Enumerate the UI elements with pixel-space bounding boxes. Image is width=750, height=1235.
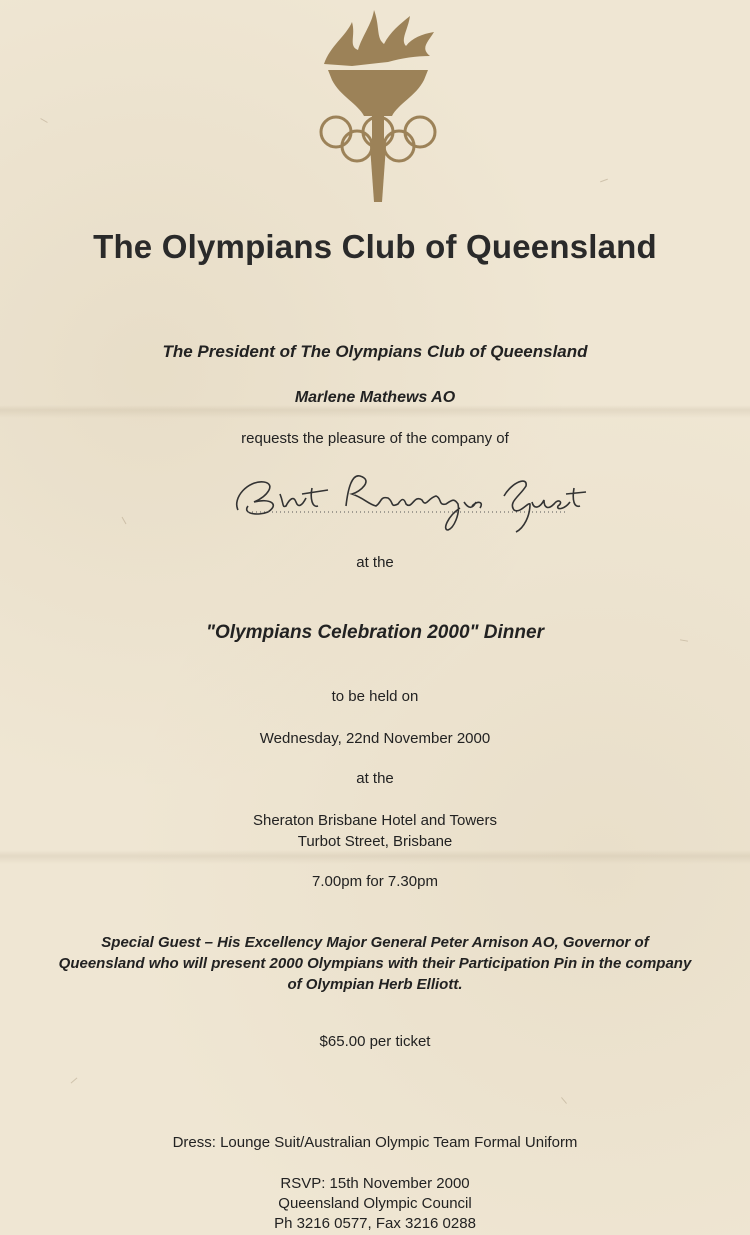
rsvp-line-1: RSVP: 15th November 2000	[280, 1175, 470, 1192]
paper-fiber	[600, 179, 608, 183]
venue-line-1: Sheraton Brisbane Hotel and Towers	[252, 812, 498, 829]
event-name: "Olympians Celebration 2000" Dinner	[206, 622, 544, 643]
paper-fiber	[71, 1078, 78, 1084]
held-on-line: to be held on	[331, 688, 419, 705]
club-title: The Olympians Club of Queensland	[93, 228, 657, 265]
paper-fiber	[40, 118, 47, 123]
president-line: The President of The Olympians Club of Queensland	[162, 342, 588, 361]
rsvp-line-2: Queensland Olympic Council	[278, 1195, 472, 1212]
at-the-line-2: at the	[356, 770, 394, 787]
special-guest-line-3: of Olympian Herb Elliott.	[287, 976, 463, 993]
dress-code: Dress: Lounge Suit/Australian Olympic Team Formal Uniform	[172, 1134, 578, 1151]
rsvp-line-3: Ph 3216 0577, Fax 3216 0288	[274, 1215, 476, 1232]
venue	[0, 810, 750, 852]
special-guest-line-1: Special Guest – His Excellency Major General Peter Arnison AO, Governor of	[101, 934, 649, 951]
president-name: Marlene Mathews AO	[294, 389, 456, 406]
ticket-price: $65.00 per ticket	[319, 1033, 431, 1050]
rsvp-block	[0, 1174, 750, 1234]
venue-line-2: Turbot Street, Brisbane	[297, 833, 453, 850]
special-guest	[0, 932, 750, 995]
special-guest-line-2: Queensland who will present 2000 Olympians with their Participation Pin in the company	[58, 955, 692, 972]
paper-fiber	[561, 1097, 567, 1104]
event-time: 7.00pm for 7.30pm	[312, 873, 438, 890]
event-date: Wednesday, 22nd November 2000	[259, 730, 491, 747]
handwritten-guest-name	[228, 458, 588, 538]
paper-fiber	[122, 517, 127, 524]
at-the-line-1: at the	[356, 554, 394, 571]
olympic-torch-rings-icon	[312, 6, 444, 206]
request-line: requests the pleasure of the company of	[241, 430, 509, 447]
